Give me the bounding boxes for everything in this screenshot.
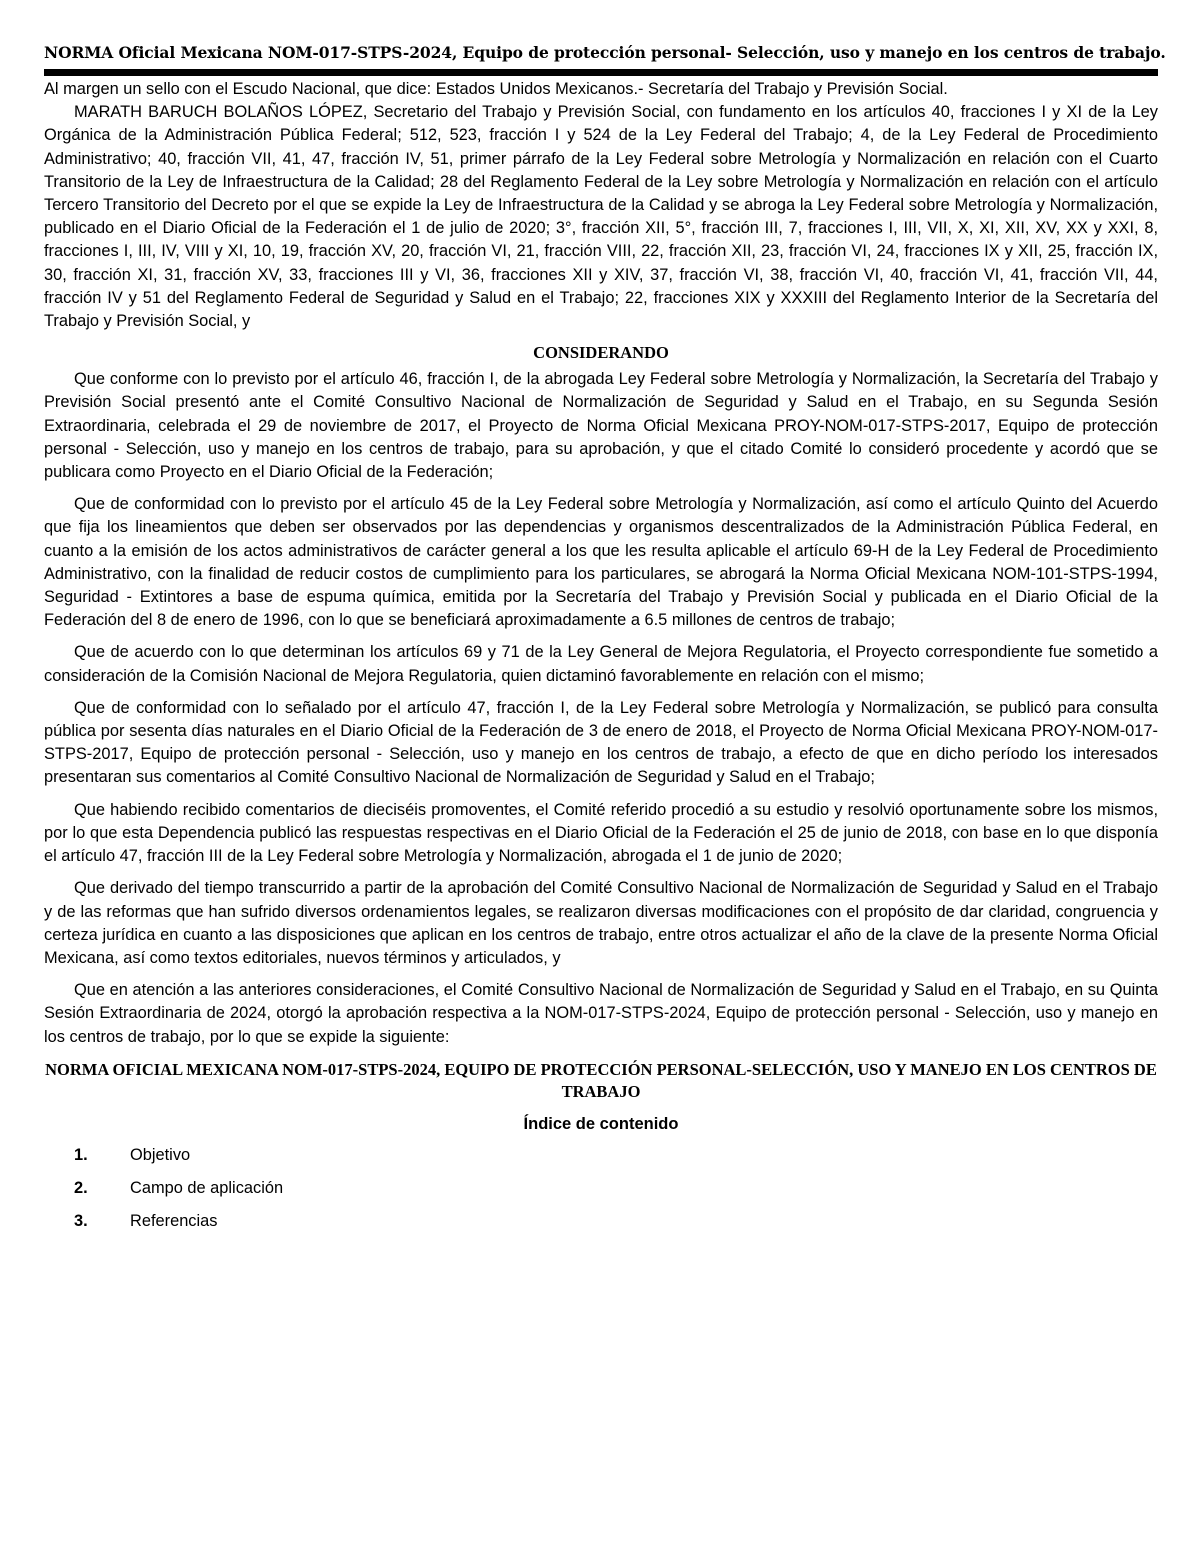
index-heading: Índice de contenido — [523, 1114, 679, 1133]
considerando-paragraph-5: Que habiendo recibido comentarios de dieciséis promoventes, el Comité referido procedió a su estudio y resolvió oportunamente sobre los mismos, por lo que esta Dependencia publicó las respuestas respectivas en el Diario Oficial de la Federación el 25 de junio de 2018, con base en lo que disponía el artículo 47, fracción III de la Ley Federal sobre Metrología y Normalización, abrogada el 1 de junio de 2020; — [44, 800, 1158, 866]
document-title: NORMA Oficial Mexicana NOM-017-STPS-2024, Equipo de protección personal- Selección, uso y manejo en los centros de trabajo. — [44, 42, 1158, 76]
considerando-paragraph-3: Que de acuerdo con lo que determinan los artículos 69 y 71 de la Ley General de Mejora Regulatoria, el Proyecto correspondiente fue sometido a consideración de la Comisión Nacional de Mejora Regulatoria, quien dictaminó favorablemente en relación con el mismo; — [44, 643, 1158, 685]
considerando-heading: CONSIDERANDO — [533, 343, 669, 363]
toc-item-campo-de-aplicacion — [44, 1172, 1158, 1205]
toc-number: 2. — [74, 1178, 88, 1197]
considerando-paragraph-7: Que en atención a las anteriores consideraciones, el Comité Consultivo Nacional de Normalización de Seguridad y Salud en el Trabajo, en su Quinta Sesión Extraordinaria de 2024, otorgó la aprobación respectiva a la NOM-017-STPS-2024, Equipo de protección personal - Selección, uso y manejo en los centros de trabajo, por lo que se expide la siguiente: — [44, 981, 1158, 1046]
considerando-paragraph-1: Que conforme con lo previsto por el artículo 46, fracción I, de la abrogada Ley Federal sobre Metrología y Normalización, la Secretaría del Trabajo y Previsión Social presentó ante el Comité Consultivo Nacional de Normalización de Seguridad y Salud en el Trabajo, en su Segunda Sesión Extraordinaria, celebrada el 29 de noviembre de 2017, el Proyecto de Norma Oficial Mexicana PROY-NOM-017-STPS-2017, Equipo de protección personal - Selección, uso y manejo en los centros de trabajo, para su aprobación, y que el citado Comité lo consideró procedente y acordó que se publicara como Proyecto en el Diario Oficial de la Federación; — [44, 370, 1158, 482]
toc-label: Campo de aplicación — [130, 1178, 284, 1197]
considerando-paragraph-2: Que de conformidad con lo previsto por el artículo 45 de la Ley Federal sobre Metrología y Normalización, así como el artículo Quinto del Acuerdo que fija los lineamientos que deben ser observados por las dependencias y organismos descentralizados de la Administración Pública Federal, en cuanto a la emisión de los actos administrativos de carácter general a los que les resulta aplicable el artículo 69-H de la Ley Federal de Procedimiento Administrativo, con la finalidad de reducir costos de cumplimiento para los particulares, se abrogará la Norma Oficial Mexicana NOM-101-STPS-1994, Seguridad - Extintores a base de espuma química, emitida por la Secretaría del Trabajo y Previsión Social y publicada en el Diario Oficial de la Federación del 8 de enero de 1996, con lo que se beneficiará aproximadamente a 6.5 millones de centros de trabajo; — [44, 495, 1158, 630]
table-of-contents — [44, 1139, 1158, 1238]
toc-number: 1. — [74, 1145, 88, 1164]
toc-label: Objetivo — [130, 1145, 191, 1164]
seal-paragraph: Al margen un sello con el Escudo Nacional, que dice: Estados Unidos Mexicanos.- Secretaría del Trabajo y Previsión Social. — [44, 80, 948, 98]
toc-item-objetivo — [44, 1139, 1158, 1172]
considerando-paragraph-6: Que derivado del tiempo transcurrido a partir de la aprobación del Comité Consultivo Nacional de Normalización de Seguridad y Salud en el Trabajo y de las reformas que han sufrido diversos ordenamientos legales, se realizaron diversas modificaciones con el propósito de dar claridad, congruencia y certeza jurídica en cuanto a las disposiciones que aplican en los centros de trabajo, entre otros actualizar el año de la clave de la presente Norma Oficial Mexicana, así como textos editoriales, nuevos términos y articulados, y — [44, 879, 1158, 967]
toc-number: 3. — [74, 1211, 88, 1230]
toc-item-referencias — [44, 1205, 1158, 1238]
secretary-paragraph: MARATH BARUCH BOLAÑOS LÓPEZ, Secretario del Trabajo y Previsión Social, con fundamento en los artículos 40, fracciones I y XI de la Ley Orgánica de la Administración Pública Federal; 512, 523, fracción I y 524 de la Ley Federal del Trabajo; 4, de la Ley Federal de Procedimiento Administrativo; 40, fracción VII, 41, 47, fracción IV, 51, primer párrafo de la Ley Federal sobre Metrología y Normalización en relación con el Cuarto Transitorio de la Ley de Infraestructura de la Calidad; 28 del Reglamento Federal de la Ley sobre Metrología y Normalización en relación con el artículo Tercero Transitorio del Decreto por el que se expide la Ley de Infraestructura de la Calidad y se abroga la Ley Federal sobre Metrología y Normalización, publicado en el Diario Oficial de la Federación el 1 de julio de 2020; 3°, fracción XII, 5°, fracción III, 7, fracciones I, III, VII, X, XI, XII, XV, XX y XXI, 8, fracciones I, III, IV, VIII y XI, 10, 19, fracción XV, 20, fracción VI, 21, fracción VIII, 22, fracción XII, 23, fracción VI, 24, fracciones IX y XII, 25, fracción IX, 30, fracción XI, 31, fracción XV, 33, fracciones III y VI, 36, fracciones XII y XIV, 37, fracción VI, 38, fracción VI, 40, fracción VI, 41, fracción VII, 44, fracción IV y 51 del Reglamento Federal de Seguridad y Salud en el Trabajo; 22, fracciones XIX y XXXIII del Reglamento Interior de la Secretaría del Trabajo y Previsión Social, y — [44, 103, 1158, 331]
document-page — [44, 42, 1166, 1238]
considerando-paragraph-4: Que de conformidad con lo señalado por el artículo 47, fracción I, de la Ley Federal sobre Metrología y Normalización, se publicó para consulta pública por sesenta días naturales en el Diario Oficial de la Federación de 3 de enero de 2018, el Proyecto de Norma Oficial Mexicana PROY-NOM-017-STPS-2017, Equipo de protección personal - Selección, uso y manejo en los centros de trabajo, a efecto de que en dicho período los interesados presentaran sus comentarios al Comité Consultivo Nacional de Normalización de Seguridad y Salud en el Trabajo; — [44, 698, 1158, 787]
norma-heading: NORMA OFICIAL MEXICANA NOM-017-STPS-2024, EQUIPO DE PROTECCIÓN PERSONAL-SELECCIÓN, USO Y MANEJO EN LOS CENTROS DE TRABAJO — [45, 1059, 1157, 1101]
toc-label: Referencias — [130, 1211, 218, 1230]
